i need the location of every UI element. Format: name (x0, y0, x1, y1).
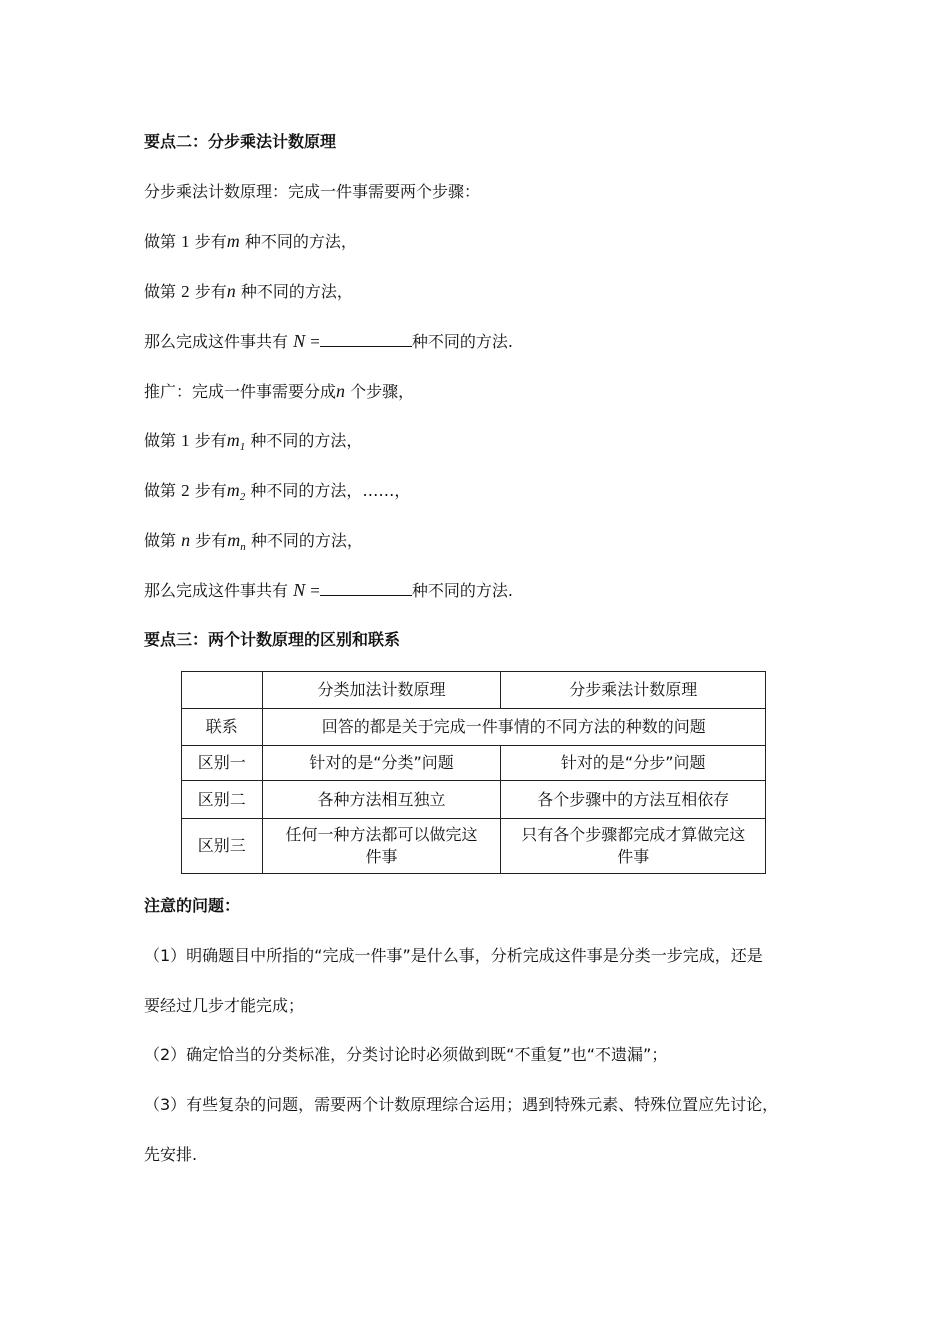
comparison-table (181, 671, 766, 874)
step1-line: 做第 1 步有m 种不同的方法， (144, 231, 357, 251)
g1-line: 做第 1 步有$m_1$ 种不同的方法， (144, 430, 363, 453)
answer-blank-2 (320, 581, 412, 596)
table-cell-add: 任何一种方法都可以做完这件事 (262, 819, 501, 874)
note-1a: （1）明确题目中所指的“完成一件事”是什么事，分析完成这件事是分类一步完成，还是 (144, 946, 763, 965)
table-cell-label: 区别一 (182, 746, 263, 781)
table-cell-label: 区别二 (182, 781, 263, 819)
total2-line: 那么完成这件事共有 N = 种不同的方法. (144, 580, 513, 600)
table-cell-mul: 只有各个步骤都完成才算做完这件事 (501, 819, 766, 874)
table-cell-mul: 各个步骤中的方法互相依存 (501, 781, 766, 819)
section-heading-2: 要点二：分步乘法计数原理 (144, 132, 337, 151)
step2-line: 做第 2 步有n 种不同的方法， (144, 281, 353, 301)
note-3a: （3）有些复杂的问题，需要两个计数原理综合运用；遇到特殊元素、特殊位置应先讨论， (144, 1095, 779, 1114)
notes-heading: 注意的问题： (144, 896, 241, 915)
note-2: （2）确定恰当的分类标准，分类讨论时必须做到既“不重复”也“不遗漏”； (144, 1045, 668, 1064)
table-cell-add: 针对的是“分类”问题 (262, 746, 501, 781)
note-1b: 要经过几步才能完成； (144, 996, 305, 1015)
table-header-row (182, 672, 766, 709)
table-header-mul: 分步乘法计数原理 (501, 672, 766, 709)
note-3b: 先安排. (144, 1145, 198, 1164)
table-row (182, 781, 766, 819)
g2-line: 做第 2 步有$m_2$ 种不同的方法，……， (144, 480, 411, 503)
table-row (182, 746, 766, 781)
section-heading-3: 要点三：两个计数原理的区别和联系 (144, 630, 401, 649)
general-line: 推广：完成一件事需要分成n 个步骤， (144, 381, 415, 401)
gn-line: 做第 n 步有$m_n$ 种不同的方法， (144, 530, 363, 553)
table-cell-add: 各种方法相互独立 (262, 781, 501, 819)
table-cell-link-text: 回答的都是关于完成一件事情的不同方法的种数的问题 (262, 709, 765, 746)
intro-text: 分步乘法计数原理：完成一件事需要两个步骤： (144, 182, 481, 201)
total-line: 那么完成这件事共有 N = 种不同的方法. (144, 331, 513, 351)
table-row-link (182, 709, 766, 746)
answer-blank (320, 332, 412, 347)
table-cell-mul: 针对的是“分步”问题 (501, 746, 766, 781)
table-header-empty (182, 672, 263, 709)
table-header-add: 分类加法计数原理 (262, 672, 501, 709)
table-row (182, 819, 766, 874)
table-cell-label: 区别三 (182, 819, 263, 874)
table-cell-label: 联系 (182, 709, 263, 746)
